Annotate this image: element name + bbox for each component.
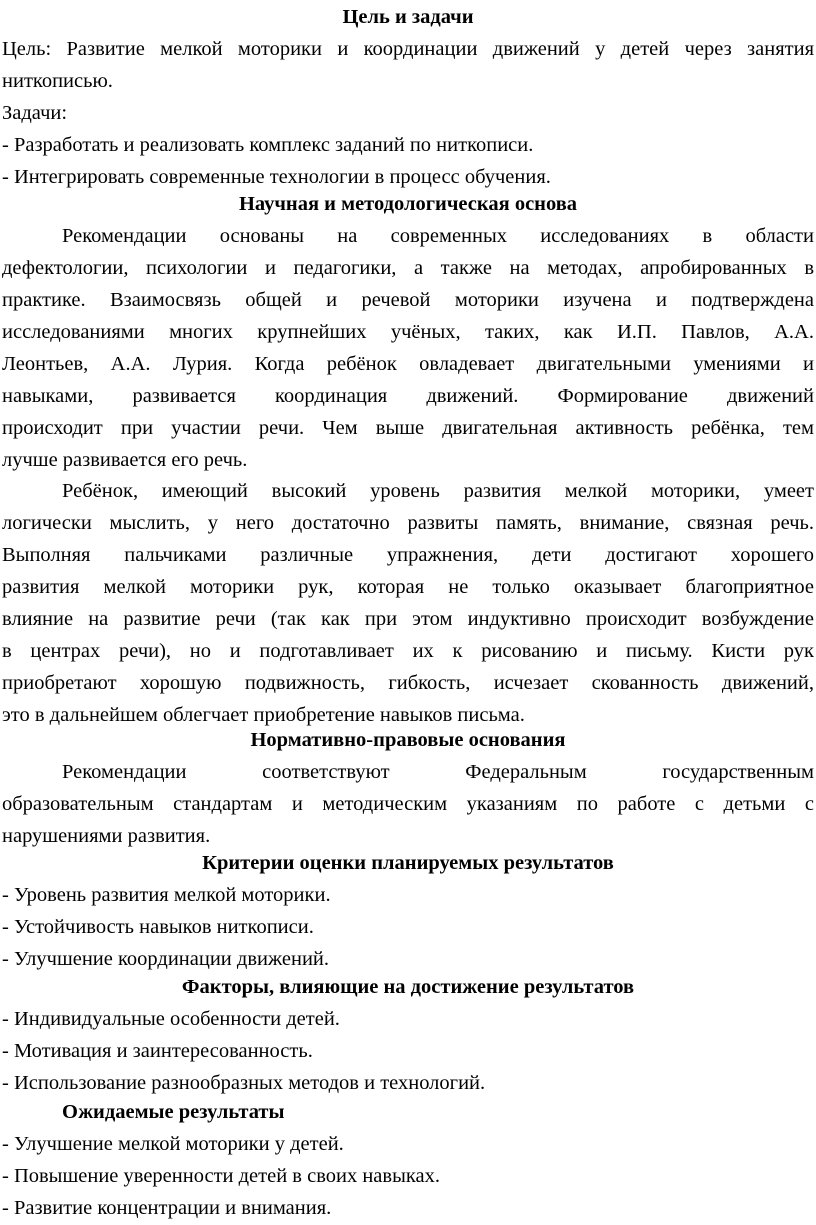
paragraph-line: Выполняя пальчиками различные упражнения, дети достигают хорошего bbox=[2, 544, 814, 566]
criteria-item: - Улучшение координации движений. bbox=[2, 948, 330, 970]
science-heading: Научная и методологическая основа bbox=[238, 193, 578, 215]
factors-item: - Использование разнообразных методов и технологий. bbox=[2, 1072, 486, 1094]
paragraph-line: лучше развивается его речь. bbox=[2, 449, 248, 471]
task-item: - Интегрировать современные технологии в процесс обучения. bbox=[2, 166, 551, 188]
paragraph-line: логически мыслить, у него достаточно развиты память, внимание, связная речь. bbox=[2, 512, 814, 534]
paragraph-line: приобретают хорошую подвижность, гибкость, исчезает скованность движений, bbox=[2, 672, 814, 694]
paragraph-line: влияние на развитие речи (так как при этом индуктивно происходит возбуждение bbox=[2, 608, 814, 630]
paragraph-line: Рекомендации соответствуют Федеральным государственным bbox=[62, 761, 814, 783]
expected-item: - Повышение уверенности детей в своих навыках. bbox=[2, 1165, 440, 1187]
paragraph-line: практике. Взаимосвязь общей и речевой моторики изучена и подтверждена bbox=[2, 289, 814, 311]
paragraph-line: развития мелкой моторики рук, которая не только оказывает благоприятное bbox=[2, 576, 814, 598]
paragraph-line: дефектологии, психологии и педагогики, а также на методах, апробированных в bbox=[2, 257, 814, 279]
paragraph-line: нарушениями развития. bbox=[2, 825, 211, 847]
paragraph-line: в центрах речи), но и подготавливает их к рисованию и письму. Кисти рук bbox=[2, 640, 814, 662]
expected-heading: Ожидаемые результаты bbox=[62, 1101, 285, 1123]
factors-item: - Индивидуальные особенности детей. bbox=[2, 1008, 340, 1030]
factors-heading: Факторы, влияющие на достижение результатов bbox=[181, 976, 635, 998]
paragraph-line: навыками, развивается координация движений. Формирование движений bbox=[2, 385, 814, 407]
tasks-label: Задачи: bbox=[2, 102, 68, 124]
paragraph-line: Рекомендации основаны на современных исследованиях в области bbox=[62, 225, 814, 247]
paragraph-line: происходит при участии речи. Чем выше двигательная активность ребёнка, тем bbox=[2, 417, 814, 439]
goal-line: ниткописью. bbox=[2, 70, 113, 92]
task-item: - Разработать и реализовать комплекс заданий по ниткописи. bbox=[2, 134, 534, 156]
factors-item: - Мотивация и заинтересованность. bbox=[2, 1040, 313, 1062]
paragraph-line: исследованиями многих крупнейших учёных, таких, как И.П. Павлов, А.А. bbox=[2, 321, 814, 343]
expected-item: - Развитие концентрации и внимания. bbox=[2, 1197, 332, 1219]
paragraph-line: это в дальнейшем облегчает приобретение навыков письма. bbox=[2, 704, 525, 726]
paragraph-line: образовательным стандартам и методическим указаниям по работе с детьми с bbox=[2, 793, 814, 815]
legal-heading: Нормативно-правовые основания bbox=[250, 729, 566, 751]
goal-line: Цель: Развитие мелкой моторики и координации движений у детей через занятия bbox=[2, 38, 814, 60]
criteria-item: - Устойчивость навыков ниткописи. bbox=[2, 916, 314, 938]
goal-heading: Цель и задачи bbox=[342, 6, 474, 28]
paragraph-line: Ребёнок, имеющий высокий уровень развития мелкой моторики, умеет bbox=[62, 480, 814, 502]
criteria-heading: Критерии оценки планируемых результатов bbox=[202, 852, 614, 874]
paragraph-line: Леонтьев, А.А. Лурия. Когда ребёнок овладевает двигательными умениями и bbox=[2, 353, 814, 375]
criteria-item: - Уровень развития мелкой моторики. bbox=[2, 884, 331, 906]
expected-item: - Улучшение мелкой моторики у детей. bbox=[2, 1133, 344, 1155]
